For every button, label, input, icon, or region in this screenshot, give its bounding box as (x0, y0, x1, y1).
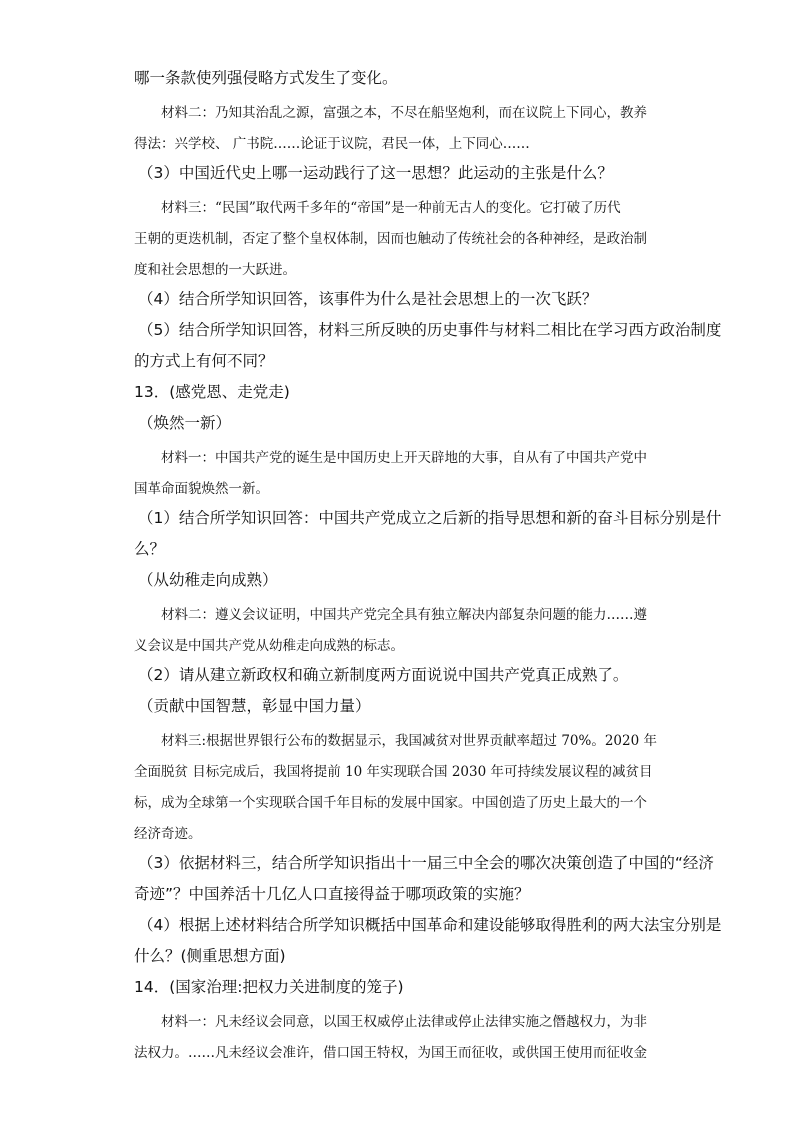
material-text: 义会议是中国共产党从幼稚走向成熟的标志。 (134, 638, 404, 654)
material-text: 材料三：“民国”取代两千多年的“帝国”是一种前无古人的变化。它打破了历代 (161, 200, 621, 216)
question-text: （4）根据上述材料结合所学知识概括中国革命和建设能够取得胜利的两大法宝分别是 (138, 916, 722, 934)
question-text: （4）结合所学知识回答，该事件为什么是社会思想上的一次飞跃？ (138, 290, 598, 308)
question-text: 什么？(侧重思想方面) (134, 947, 286, 965)
material-text: 材料三:根据世界银行公布的数据显示，我国减贫对世界贡献率超过 70%。2020 年 (161, 733, 657, 749)
question-text: 么？ (134, 540, 166, 558)
section-subheading: （从幼稚走向成熟） (138, 571, 278, 589)
material-text: 经济奇迹。 (134, 826, 202, 842)
section-subheading: （贡献中国智慧，彰显中国力量） (138, 697, 371, 715)
question-text: （5）结合所学知识回答，材料三所反映的历史事件与材料二相比在学习西方政治制度 (138, 321, 722, 339)
question-text: （2）请从建立新政权和确立新制度两方面说说中国共产党真正成熟了。 (138, 666, 629, 684)
material-text: 全面脱贫 目标完成后，我国将提前 10 年实现联合国 2030 年可持续发展议程的减贫目 (134, 764, 653, 780)
question-text: 的方式上有何不同？ (134, 352, 274, 370)
material-text: 度和社会思想的一大跃进。 (134, 262, 296, 278)
material-text: 王朝的更迭机制，否定了整个皇权体制，因而也触动了传统社会的各种神经，是政治制 (134, 231, 647, 247)
question-text: （3）中国近代史上哪一运动践行了这一思想？此运动的主张是什么？ (138, 164, 613, 182)
question-heading: 13．(感党恩、走党走) (134, 383, 290, 401)
material-text: 得法：兴学校、 广书院……论证于议院，君民一体，上下同心…… (134, 136, 530, 152)
material-text: 材料一：凡未经议会同意，以国王权威停止法律或停止法律实施之僭越权力，为非 (161, 1014, 647, 1030)
question-heading: 14．(国家治理:把权力关进制度的笼子) (134, 978, 404, 996)
material-text: 材料二：乃知其治乱之源，富强之本，不尽在船坚炮利，而在议院上下同心，教养 (161, 105, 647, 121)
material-text: 国革命面貌焕然一新。 (134, 481, 269, 497)
question-text: 哪一条款使列强侵略方式发生了变化。 (134, 69, 398, 87)
material-text: 法权力。……凡未经议会准许，借口国王特权，为国王而征收，或供国王使用而征收金 (134, 1045, 647, 1061)
question-text: （3）依据材料三，结合所学知识指出十一届三中全会的哪次决策创造了中国的“经济 (138, 854, 714, 872)
material-text: 标，成为全球第一个实现联合国千年目标的发展中国家。中国创造了历史上最大的一个 (134, 795, 647, 811)
section-subheading: （焕然一新） (138, 414, 232, 432)
material-text: 材料一：中国共产党的诞生是中国历史上开天辟地的大事，自从有了中国共产党中 (161, 450, 647, 466)
material-text: 材料二：遵义会议证明，中国共产党完全具有独立解决内部复杂问题的能力……遵 (161, 607, 647, 623)
question-text: （1）结合所学知识回答：中国共产党成立之后新的指导思想和新的奋斗目标分别是什 (138, 509, 722, 527)
question-text: 奇迹”？中国养活十几亿人口直接得益于哪项政策的实施？ (134, 885, 530, 903)
